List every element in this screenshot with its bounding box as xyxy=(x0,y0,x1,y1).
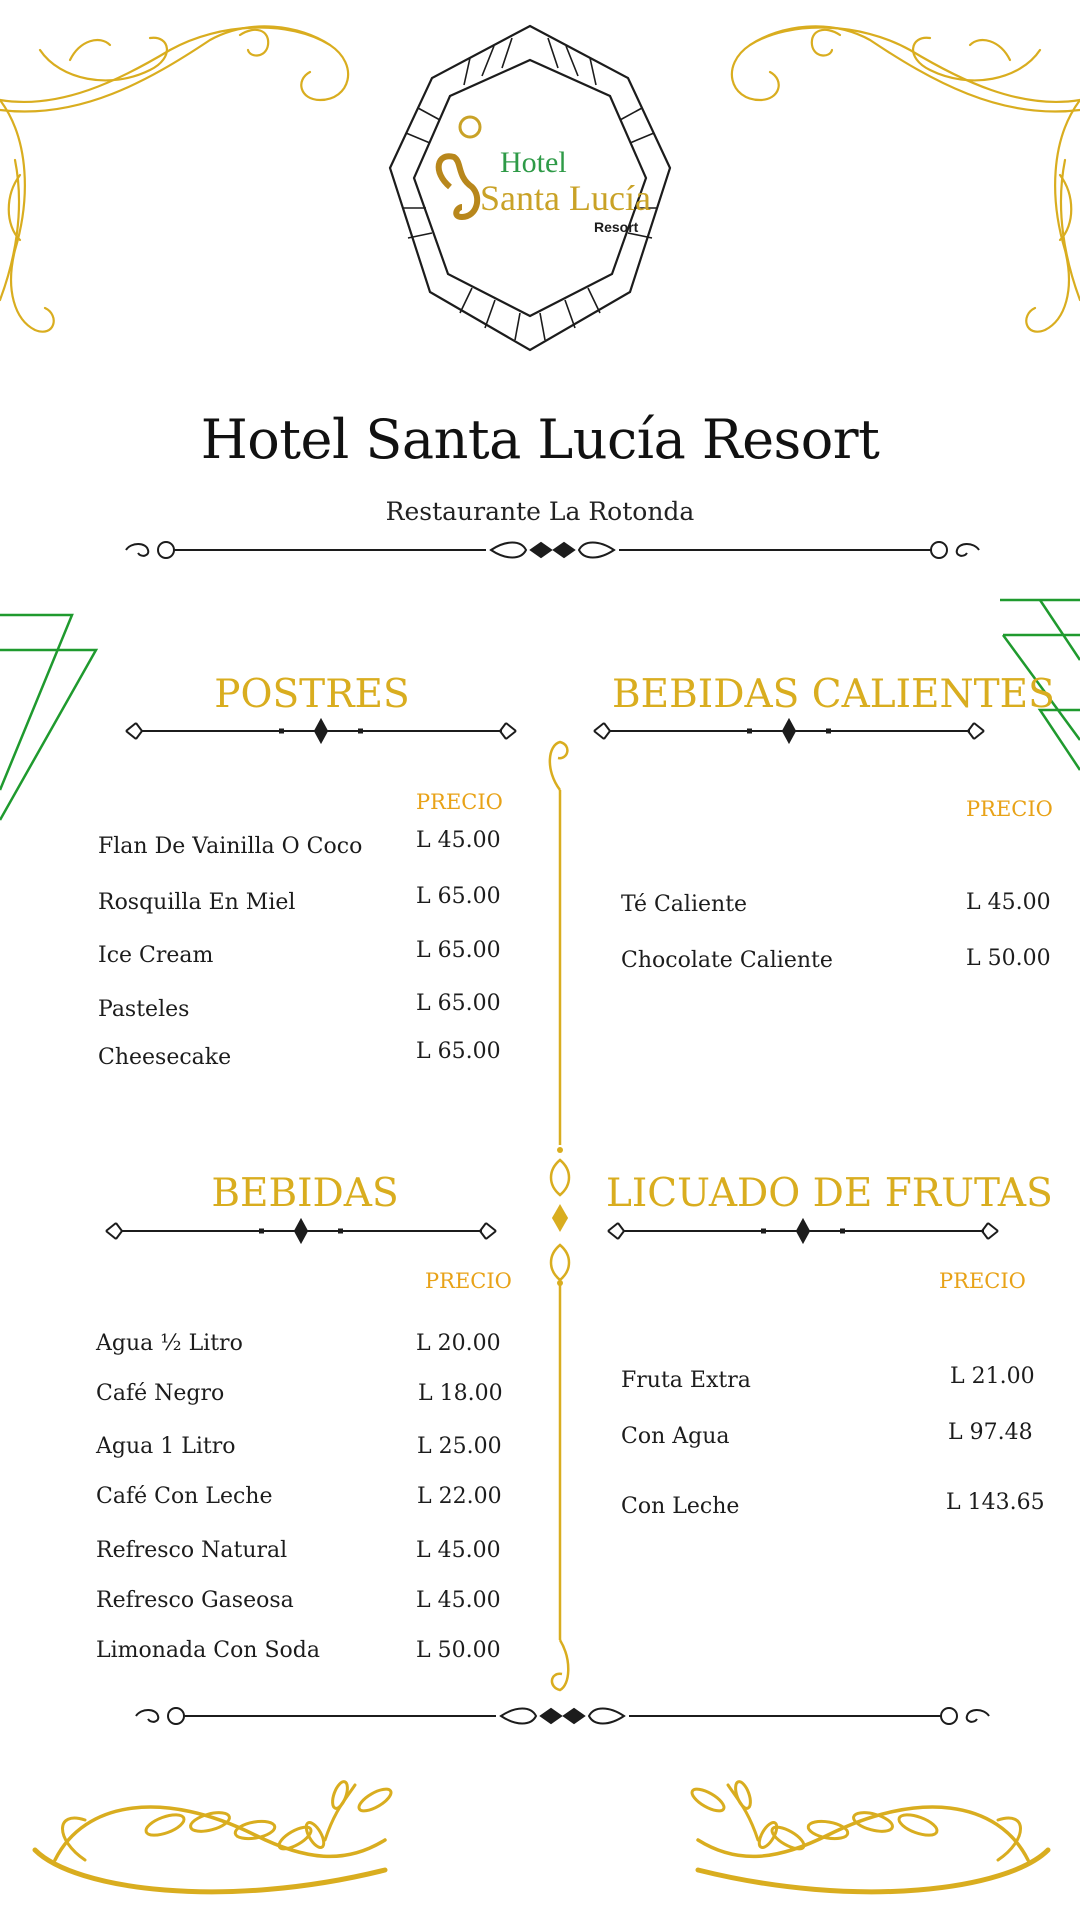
precio-header-bebidas-calientes: PRECIO xyxy=(966,797,1053,821)
page-subtitle: Restaurante La Rotonda xyxy=(385,497,695,526)
menu-item-name: Café Con Leche xyxy=(96,1484,273,1509)
precio-header-bebidas: PRECIO xyxy=(425,1269,512,1293)
menu-item-price: L 65.00 xyxy=(416,938,501,963)
section-title-licuado-de-frutas: LICUADO DE FRUTAS xyxy=(606,1171,1053,1216)
section-title-bebidas-calientes: BEBIDAS CALIENTES xyxy=(612,672,1055,717)
menu-item-name: Refresco Natural xyxy=(96,1538,288,1563)
menu-item-price: L 143.65 xyxy=(946,1490,1045,1515)
logo-hotel-text: Hotel xyxy=(500,146,567,179)
menu-item-name: Limonada Con Soda xyxy=(96,1638,320,1663)
logo-emblem xyxy=(439,117,651,235)
menu-item-price: L 20.00 xyxy=(416,1331,501,1356)
menu-item-price: L 45.00 xyxy=(416,1588,501,1613)
menu-item-price: L 21.00 xyxy=(950,1364,1035,1389)
menu-item-price: L 65.00 xyxy=(416,1039,501,1064)
page-title: Hotel Santa Lucía Resort xyxy=(200,408,880,471)
logo-badge xyxy=(362,12,698,364)
menu-item-name: Chocolate Caliente xyxy=(621,948,833,973)
logo-star-frame xyxy=(362,12,698,364)
menu-item-price: L 45.00 xyxy=(416,1538,501,1563)
menu-item-name: Café Negro xyxy=(96,1381,225,1406)
menu-item-name: Cheesecake xyxy=(98,1045,232,1070)
menu-item-name: Refresco Gaseosa xyxy=(96,1588,294,1613)
menu-item-name: Con Leche xyxy=(621,1494,740,1519)
menu-item-price: L 97.48 xyxy=(948,1420,1033,1445)
menu-item-name: Con Agua xyxy=(621,1424,730,1449)
logo-name-text: Santa Lucía xyxy=(480,178,651,218)
section-title-bebidas: BEBIDAS xyxy=(211,1171,399,1216)
menu-item-price: L 22.00 xyxy=(417,1484,502,1509)
menu-item-price: L 25.00 xyxy=(417,1434,502,1459)
menu-item-price: L 45.00 xyxy=(966,890,1051,915)
menu-item-name: Agua ½ Litro xyxy=(96,1331,243,1356)
logo-resort-text: Resort xyxy=(594,219,639,235)
menu-item-name: Té Caliente xyxy=(621,892,748,917)
menu-item-price: L 18.00 xyxy=(418,1381,503,1406)
section-title-postres: POSTRES xyxy=(214,672,410,717)
menu-item-price: L 45.00 xyxy=(416,828,501,853)
precio-header-postres: PRECIO xyxy=(416,790,503,814)
precio-header-licuado-de-frutas: PRECIO xyxy=(939,1269,1026,1293)
menu-item-name: Rosquilla En Miel xyxy=(98,890,296,915)
menu-item-price: L 50.00 xyxy=(416,1638,501,1663)
menu-item-price: L 65.00 xyxy=(416,884,501,909)
menu-item-price: L 65.00 xyxy=(416,991,501,1016)
menu-item-name: Ice Cream xyxy=(98,943,214,968)
menu-item-name: Flan De Vainilla O Coco xyxy=(98,834,363,859)
menu-item-name: Fruta Extra xyxy=(621,1368,751,1393)
menu-item-name: Pasteles xyxy=(98,997,190,1022)
menu-item-price: L 50.00 xyxy=(966,946,1051,971)
menu-item-name: Agua 1 Litro xyxy=(96,1434,236,1459)
